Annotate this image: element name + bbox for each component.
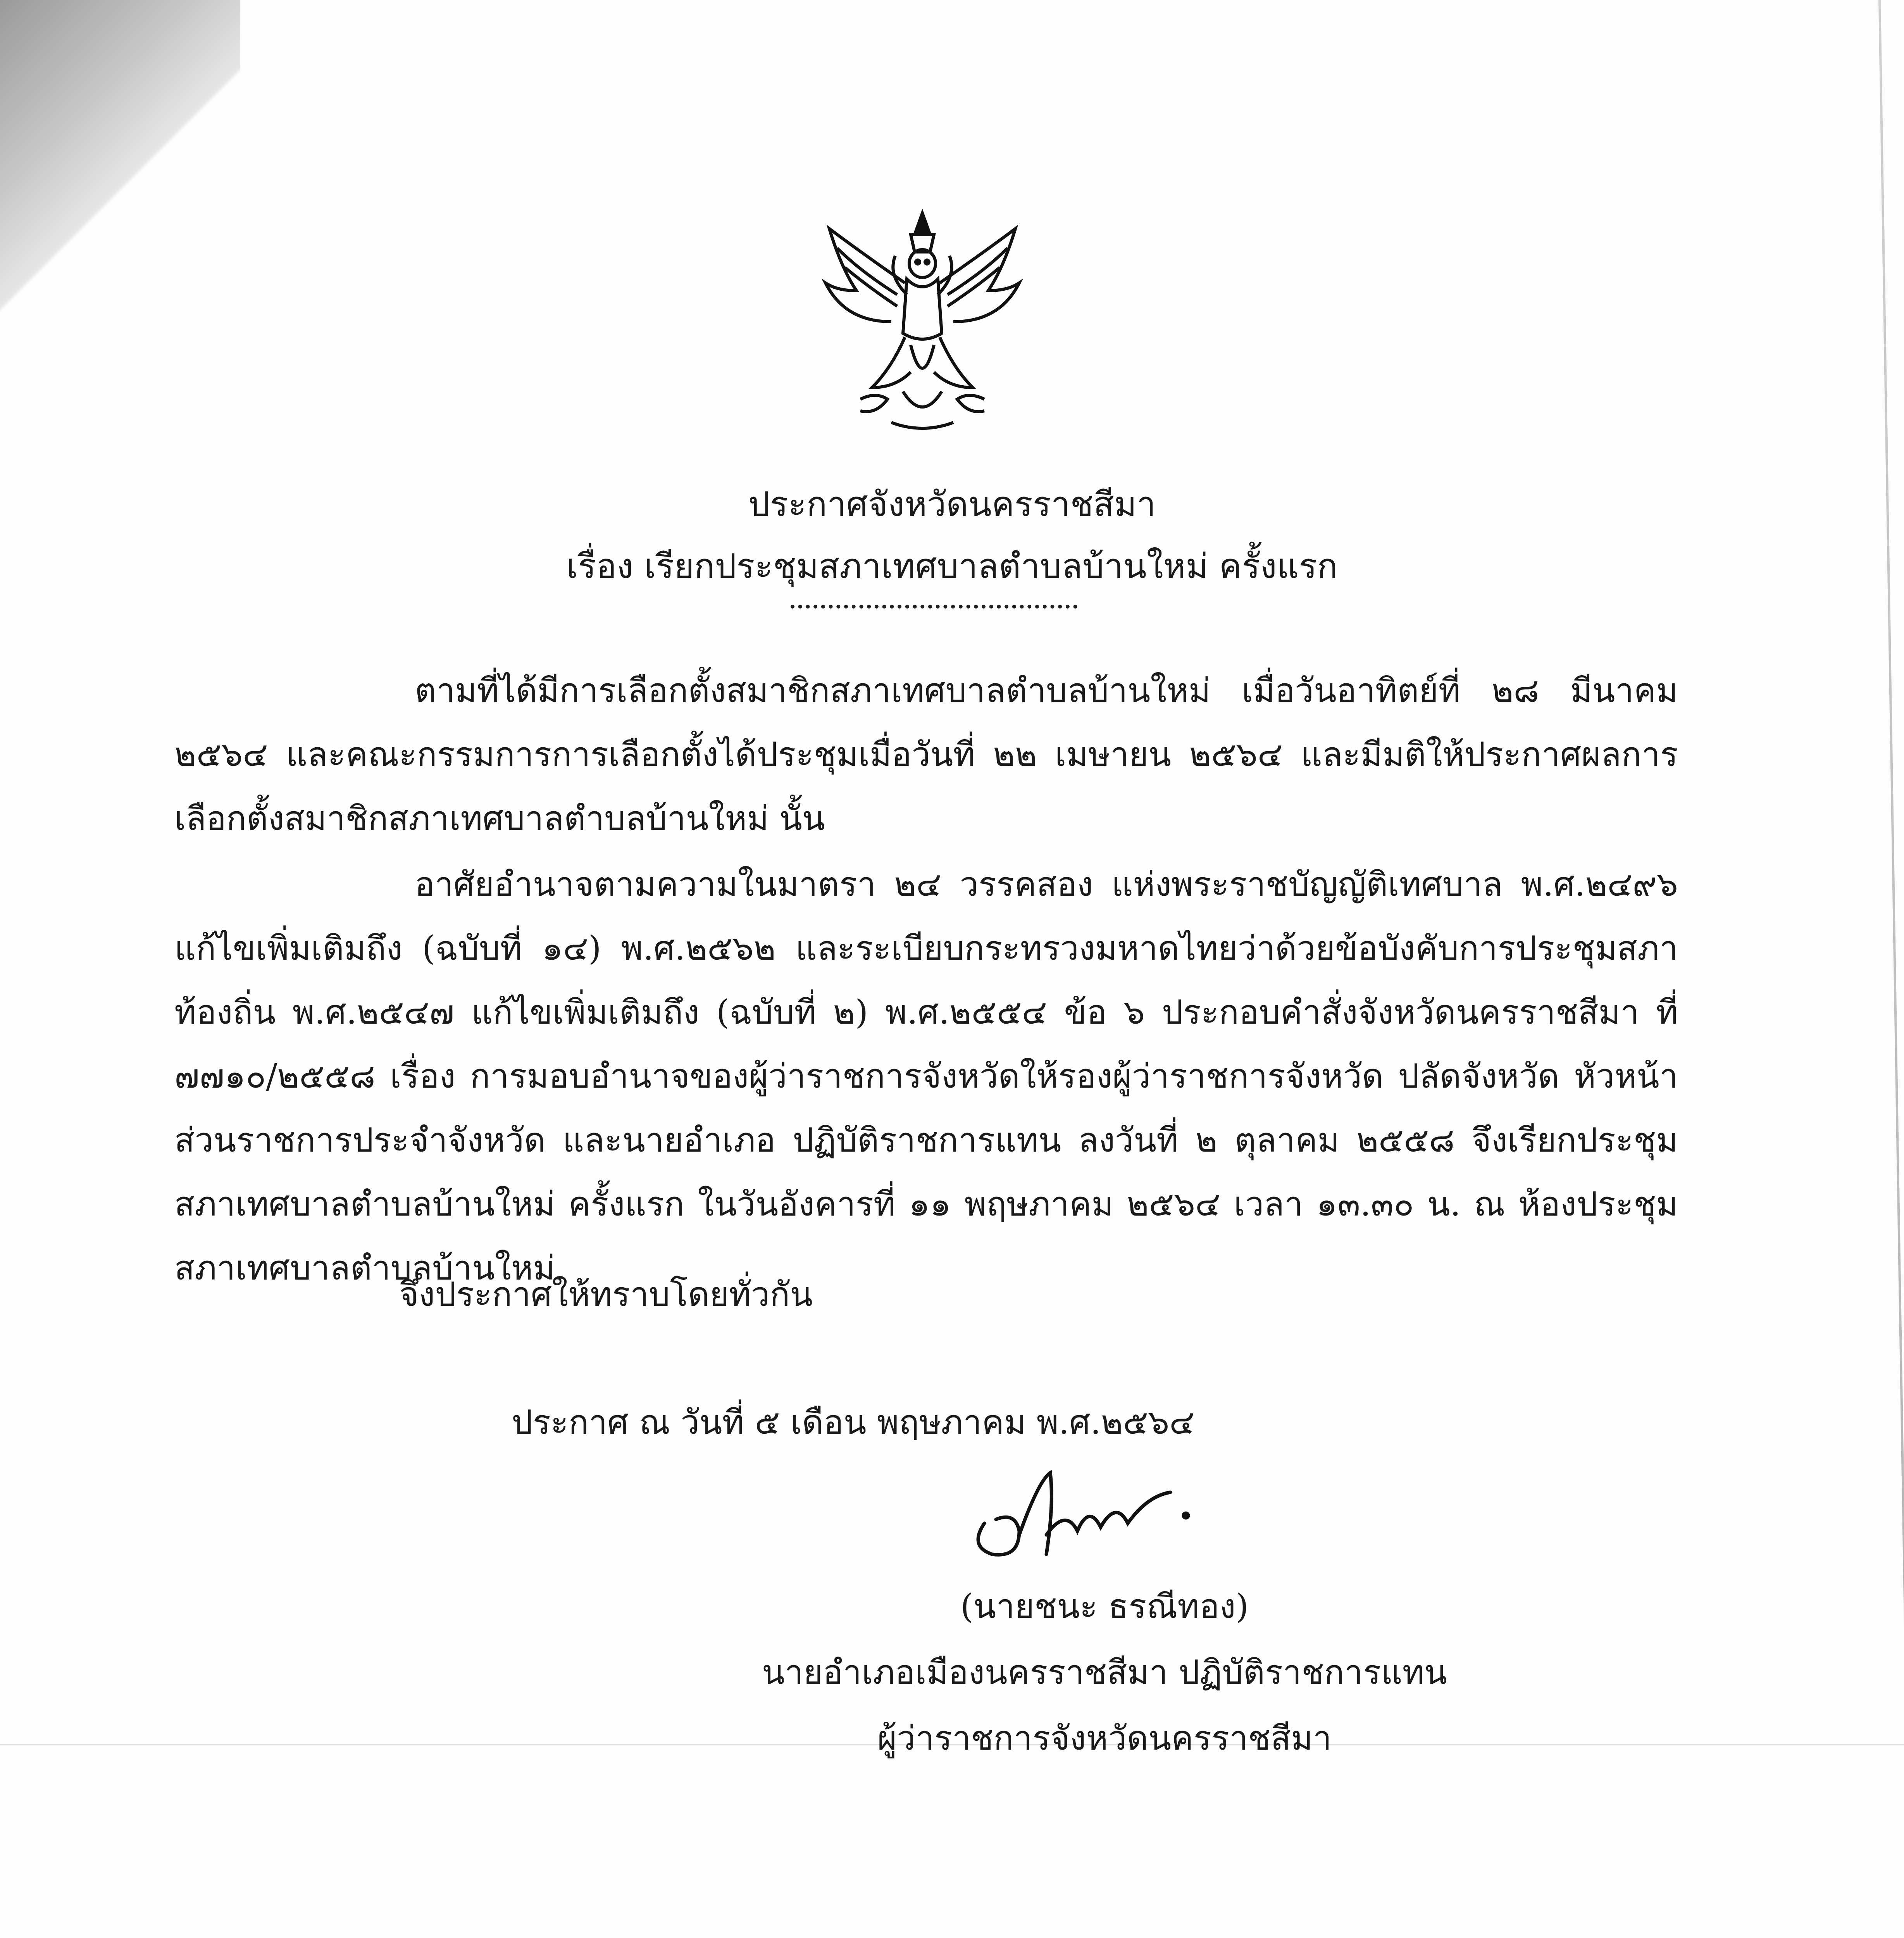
announcement-date: ประกาศ ณ วันที่ ๕ เดือน พฤษภาคม พ.ศ.๒๕๖๔: [512, 1403, 1195, 1442]
signatory-position-1: นายอำเภอเมืองนครราชสีมา ปฏิบัติราชการแทน: [762, 1653, 1447, 1692]
garuda-emblem-icon: [814, 205, 1031, 438]
body-paragraph-3: จึงประกาศให้ทราบโดยทั่วกัน: [399, 1275, 813, 1314]
signatory-block: [659, 1574, 1550, 1771]
handwritten-signature-icon: [961, 1457, 1201, 1574]
signatory-position-2: ผู้ว่าราชการจังหวัดนครราชสีมา: [877, 1719, 1332, 1758]
dotted-divider: [791, 605, 1077, 609]
body-paragraph-2: อาศัยอำนาจตามความในมาตรา ๒๔ วรรคสอง แห่งพระราชบัญญัติเทศบาล พ.ศ.๒๔๙๖ แก้ไขเพิ่มเติมถึง (ฉบับที่ ๑๔) พ.ศ.๒๕๖๒ และระเบียบกระทรวงมหาดไทยว่าด้วยข้อบังคับการประชุมสภาท้องถิ่น พ.ศ.๒๕๔๗ แก้ไขเพิ่มเติมถึง (ฉบับที่ ๒) พ.ศ.๒๕๕๔ ข้อ ๖ ประกอบคำสั่งจังหวัดนครราชสีมา ที่ ๗๗๑๐/๒๕๕๘ เรื่อง การมอบอำนาจของผู้ว่าราชการจังหวัดให้รองผู้ว่าราชการจังหวัด ปลัดจังหวัด หัวหน้าส่วนราชการประจำจังหวัด และนายอำเภอ ปฏิบัติราชการแทน ลงวันที่ ๒ ตุลาคม ๒๕๕๘ จึงเรียกประชุมสภาเทศบาลตำบลบ้านใหม่ ครั้งแรก ในวันอังคารที่ ๑๑ พฤษภาคม ๒๕๖๔ เวลา ๑๓.๓๐ น. ณ ห้องประชุมสภาเทศบาลตำบลบ้านใหม่: [174, 865, 1678, 1288]
signatory-name: (นายชนะ ธรณีทอง): [960, 1587, 1249, 1626]
announcement-title: ประกาศจังหวัดนครราชสีมา: [748, 484, 1156, 524]
announcement-subject: เรื่อง เรียกประชุมสภาเทศบาลตำบลบ้านใหม่ ครั้งแรก: [566, 546, 1338, 586]
scan-page-edge: [1878, 0, 1904, 1938]
body-paragraph-1: ตามที่ได้มีการเลือกตั้งสมาชิกสภาเทศบาลตำบลบ้านใหม่ เมื่อวันอาทิตย์ที่ ๒๘ มีนาคม ๒๕๖๔ และคณะกรรมการการเลือกตั้งได้ประชุมเมื่อวันที่ ๒๒ เมษายน ๒๕๖๔ และมีมติให้ประกาศผลการเลือกตั้งสมาชิกสภาเทศบาลตำบลบ้านใหม่ นั้น: [174, 671, 1678, 838]
scan-corner-shadow: [0, 0, 240, 318]
